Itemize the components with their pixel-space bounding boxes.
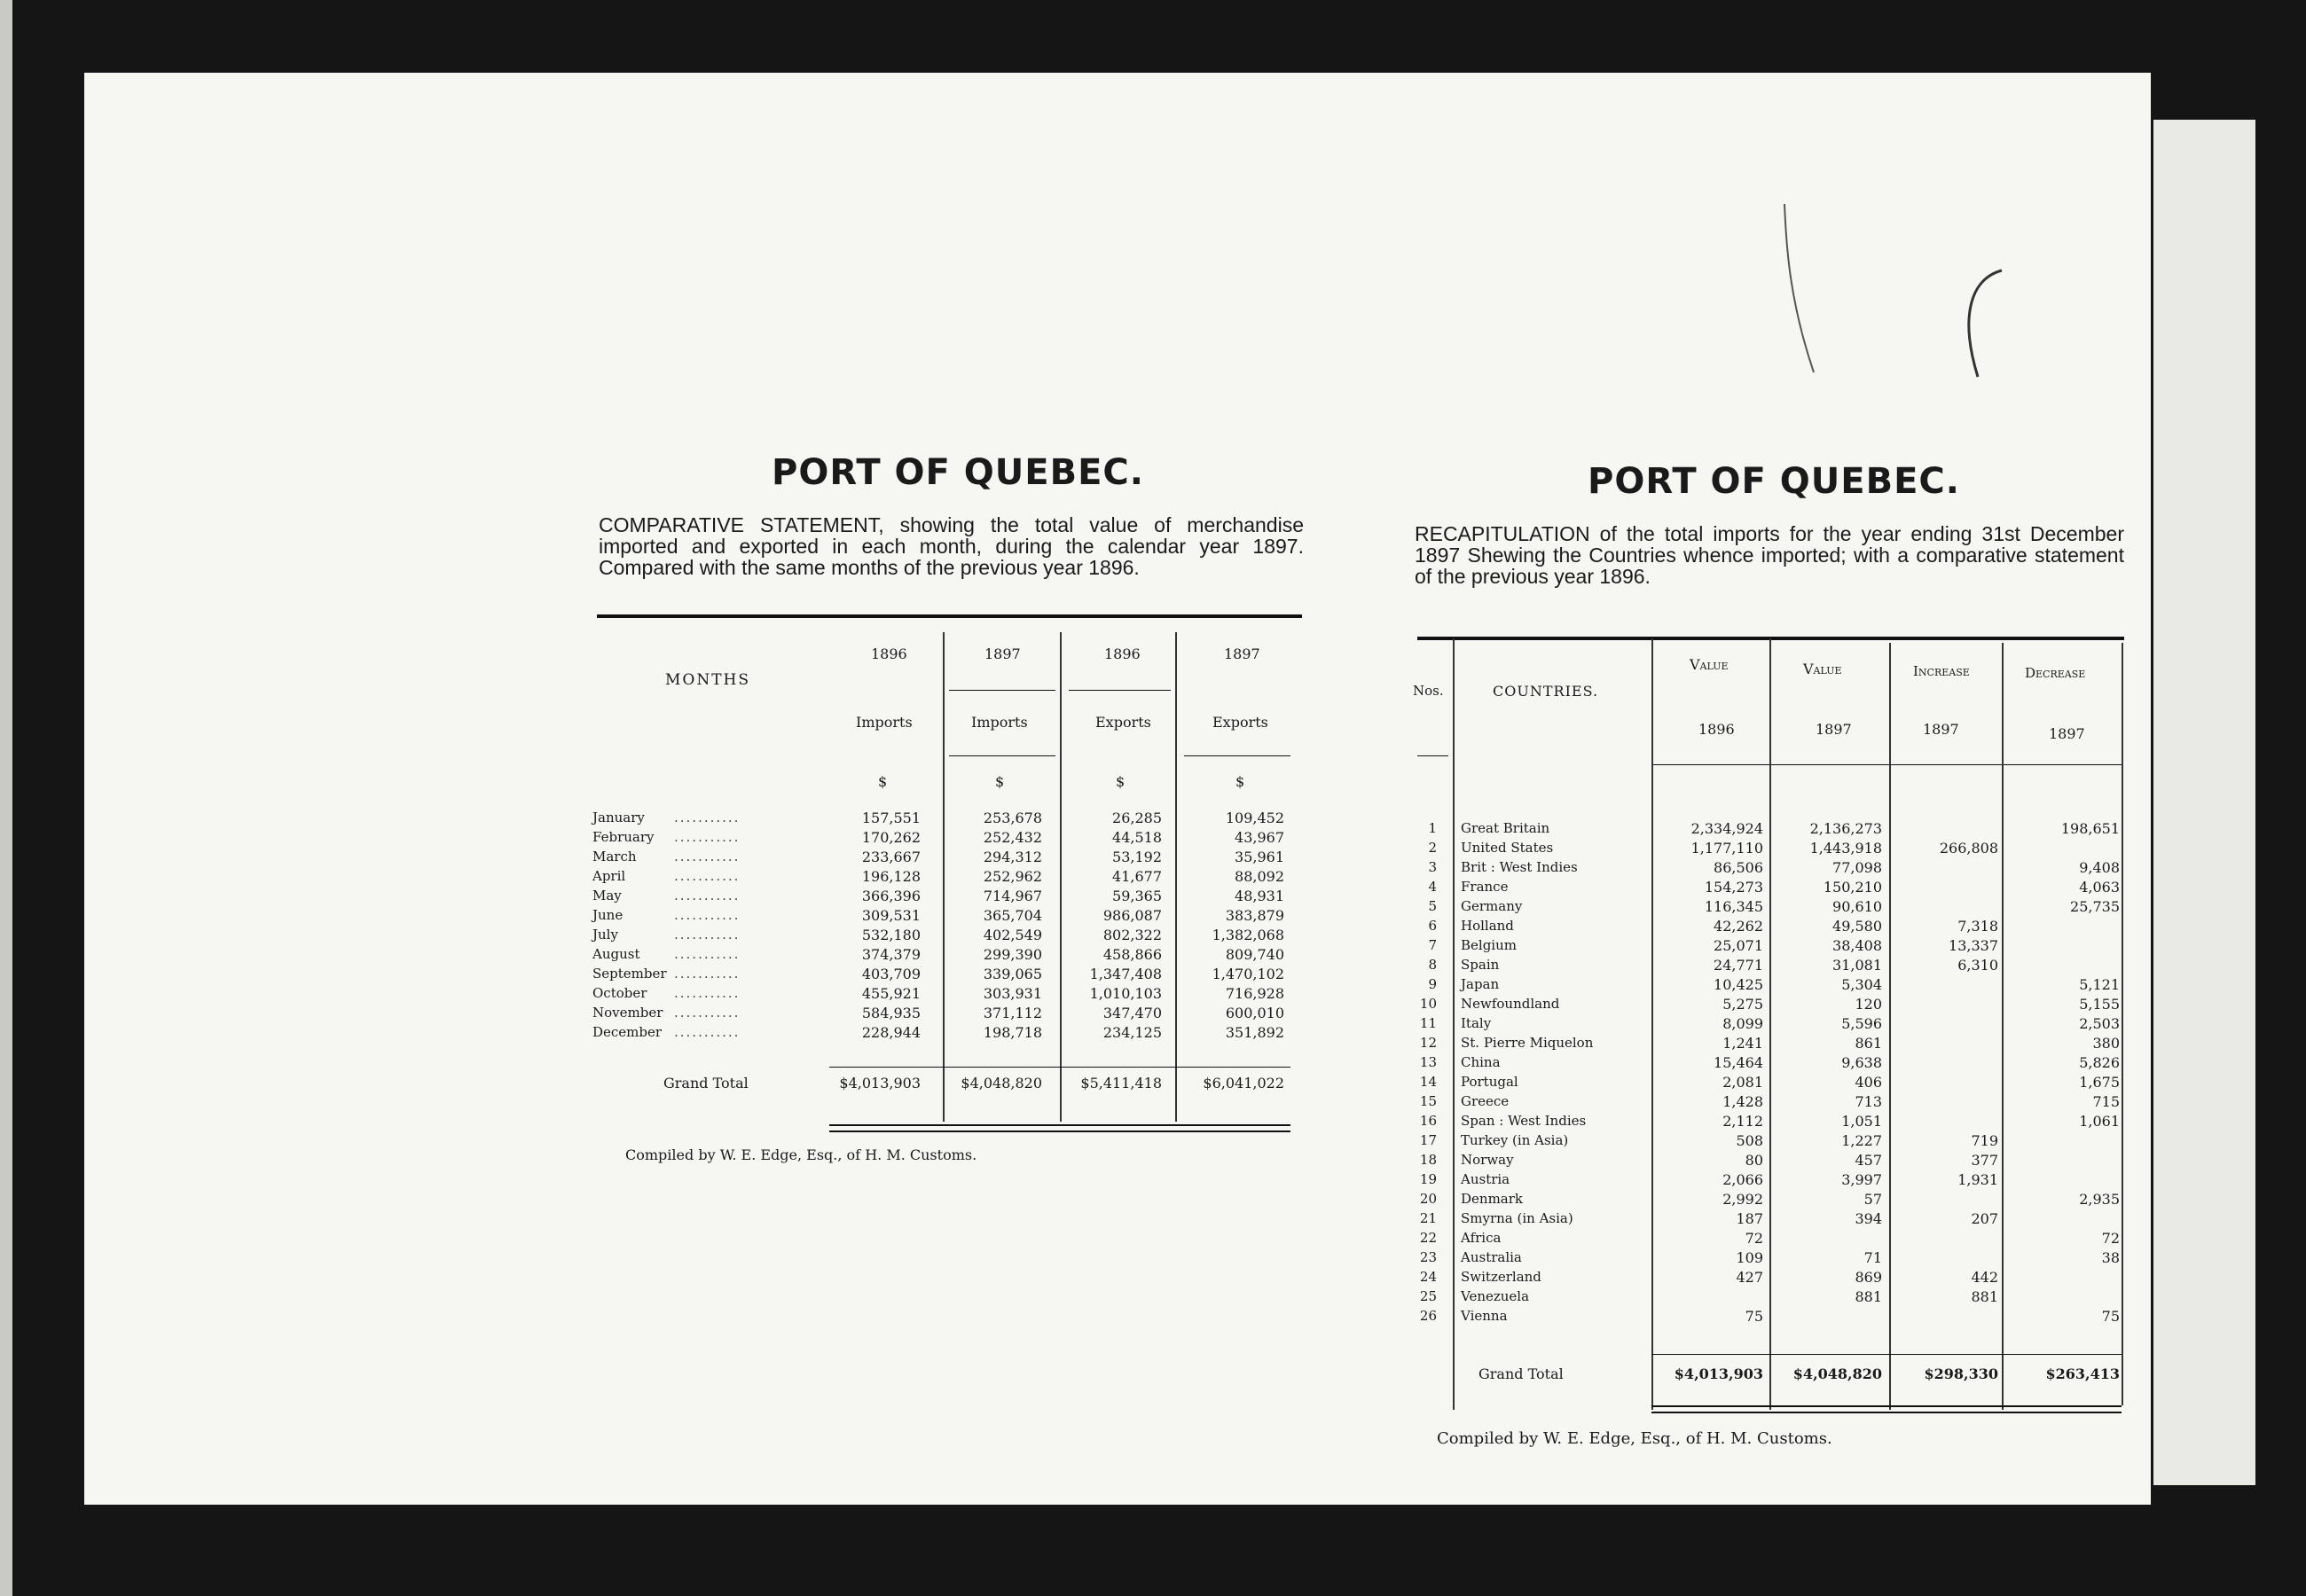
value-cell: 809,740 — [1225, 946, 1284, 963]
left-sub-rule-1 — [949, 690, 1055, 691]
value-cell: 584,935 — [861, 1005, 921, 1021]
month-label: May — [592, 888, 622, 904]
leader-dots: ........... — [674, 966, 741, 982]
right-description: RECAPITULATION of the total imports for the year ending 31st December 1897 Shewing the Countries whence imported; with a comparative statement of the previous year 1896. — [1415, 522, 2124, 588]
value-1896-cell: 72 — [1745, 1230, 1763, 1247]
value-1896-cell: 508 — [1736, 1132, 1763, 1149]
value-1897-cell: 2,136,273 — [1809, 820, 1882, 837]
year-1897-c: 1897 — [2049, 725, 2085, 742]
table-row — [1415, 859, 2124, 879]
row-number: 1 — [1428, 820, 1437, 836]
value-cell: 109,452 — [1225, 810, 1284, 826]
value-1896-cell: 1,428 — [1722, 1093, 1763, 1110]
decrease-cell: 2,503 — [2079, 1015, 2120, 1032]
value-cell: 43,967 — [1235, 829, 1284, 846]
value-1897-cell: 120 — [1855, 996, 1882, 1013]
grand-total-cell: $263,413 — [2045, 1365, 2120, 1382]
value-cell: 1,382,068 — [1212, 927, 1284, 943]
pencil-marks — [1774, 195, 2058, 390]
table-row — [1415, 1152, 2124, 1171]
row-number: 13 — [1419, 1054, 1437, 1070]
table-row — [592, 1024, 1293, 1044]
row-number: 10 — [1419, 996, 1437, 1012]
value-cell: 59,365 — [1112, 888, 1162, 904]
table-row — [592, 985, 1293, 1005]
currency-2: $ — [995, 773, 1005, 790]
value-1896-cell: 187 — [1736, 1210, 1763, 1227]
value-cell: 252,962 — [983, 868, 1042, 885]
value-cell: 1,010,103 — [1089, 985, 1162, 1002]
year-1897-a: 1897 — [1816, 721, 1852, 738]
value-cell: 53,192 — [1112, 849, 1162, 865]
value-1896-cell: 24,771 — [1714, 957, 1763, 974]
table-row — [1415, 1113, 2124, 1132]
right-bottom-rule-2 — [1651, 1412, 2122, 1413]
col-type-4: Exports — [1212, 714, 1268, 731]
value-cell: 198,718 — [983, 1024, 1042, 1041]
leader-dots: ........... — [674, 1024, 741, 1040]
table-row — [1415, 840, 2124, 859]
month-label: June — [592, 907, 624, 923]
value-cell: 365,704 — [983, 907, 1042, 924]
value-1896-cell: 10,425 — [1714, 976, 1763, 993]
table-row — [1415, 1210, 2124, 1230]
leader-dots: ........... — [674, 907, 741, 923]
country-name: Belgium — [1461, 937, 1517, 953]
table-row — [1415, 918, 2124, 937]
col-type-1: Imports — [856, 714, 913, 731]
grand-total-cell: $4,048,820 — [1792, 1365, 1882, 1382]
table-row — [592, 966, 1293, 985]
country-name: Greece — [1461, 1093, 1510, 1109]
value-1896-cell: 86,506 — [1714, 859, 1763, 876]
increase-cell: 377 — [1971, 1152, 1998, 1169]
table-row — [1415, 996, 2124, 1015]
month-label: August — [592, 946, 640, 962]
month-label: December — [592, 1024, 663, 1040]
row-number: 19 — [1419, 1171, 1437, 1187]
value-cell: 532,180 — [861, 927, 921, 943]
value-cell: 600,010 — [1225, 1005, 1284, 1021]
year-1896: 1896 — [1698, 721, 1735, 738]
table-row — [592, 907, 1293, 927]
value-1897-cell: 869 — [1855, 1269, 1882, 1286]
value-cell: 339,065 — [983, 966, 1042, 982]
table-row — [1415, 1249, 2124, 1269]
table-row — [1415, 1308, 2124, 1327]
value-cell: 294,312 — [983, 849, 1042, 865]
country-name: Turkey (in Asia) — [1461, 1132, 1569, 1148]
value-1896-cell: 1,177,110 — [1690, 840, 1763, 857]
table-row — [1415, 1288, 2124, 1308]
table-row — [1415, 1230, 2124, 1249]
decrease-cell: 25,735 — [2070, 898, 2120, 915]
grand-total-label: Grand Total — [663, 1075, 749, 1091]
leader-dots: ........... — [674, 868, 741, 884]
table-row — [592, 810, 1293, 829]
value-cell: 351,892 — [1225, 1024, 1284, 1041]
col-type-3: Exports — [1095, 714, 1151, 731]
grand-total-label: Grand Total — [1479, 1365, 1564, 1382]
currency-3: $ — [1116, 773, 1126, 790]
increase-cell: 13,337 — [1949, 937, 1998, 954]
value-cell: 716,928 — [1225, 985, 1284, 1002]
decrease-cell: 5,155 — [2079, 996, 2120, 1013]
table-row — [592, 868, 1293, 888]
table-row — [1415, 820, 2124, 840]
row-number: 21 — [1419, 1210, 1437, 1226]
grand-total-row — [592, 1075, 1293, 1098]
table-row — [592, 829, 1293, 849]
value-1897-cell: 394 — [1855, 1210, 1882, 1227]
value-1896-cell: 2,334,924 — [1690, 820, 1763, 837]
month-label: January — [592, 810, 645, 825]
value-cell: 303,931 — [983, 985, 1042, 1002]
decrease-cell: 1,061 — [2079, 1113, 2120, 1130]
head-increase: Increase — [1913, 663, 1970, 679]
value-1897-cell: 1,051 — [1841, 1113, 1882, 1130]
row-number: 22 — [1419, 1230, 1437, 1246]
leader-dots: ........... — [674, 1005, 741, 1021]
increase-cell: 881 — [1971, 1288, 1998, 1305]
row-number: 14 — [1419, 1074, 1437, 1090]
grand-total-row — [1415, 1365, 2124, 1389]
country-name: Switzerland — [1461, 1269, 1541, 1285]
value-cell: 714,967 — [983, 888, 1042, 904]
value-cell: 802,322 — [1102, 927, 1162, 943]
left-description: COMPARATIVE STATEMENT, showing the total value of merchandise imported and exported in each month, during the calendar year 1897. Compared with the same months of the previous year 1896. — [599, 513, 1304, 579]
month-label: April — [592, 868, 626, 884]
left-sub-rule-2 — [1069, 690, 1171, 691]
grand-total-cell: $4,013,903 — [1674, 1365, 1763, 1382]
grand-total-cell: $298,330 — [1924, 1365, 1998, 1382]
left-top-rule — [597, 614, 1302, 618]
grand-total-cell: $5,411,418 — [1080, 1075, 1162, 1091]
right-credit: Compiled by W. E. Edge, Esq., of H. M. Customs. — [1437, 1429, 1832, 1448]
value-cell: 88,092 — [1235, 868, 1284, 885]
value-cell: 299,390 — [983, 946, 1042, 963]
increase-cell: 6,310 — [1957, 957, 1998, 974]
decrease-cell: 380 — [2092, 1035, 2120, 1052]
value-cell: 1,470,102 — [1212, 966, 1284, 982]
value-cell: 233,667 — [861, 849, 921, 865]
value-cell: 455,921 — [861, 985, 921, 1002]
leader-dots: ........... — [674, 849, 741, 864]
value-1897-cell: 3,997 — [1841, 1171, 1882, 1188]
value-1896-cell: 2,112 — [1722, 1113, 1763, 1130]
value-1896-cell: 154,273 — [1704, 879, 1763, 896]
decrease-cell: 38 — [2101, 1249, 2120, 1266]
currency-4: $ — [1235, 773, 1245, 790]
decrease-cell: 9,408 — [2079, 859, 2120, 876]
right-top-rule — [1417, 637, 2124, 640]
country-name: Italy — [1461, 1015, 1492, 1031]
right-bottom-rule-1 — [1651, 1405, 2122, 1407]
country-name: St. Pierre Miquelon — [1461, 1035, 1594, 1051]
decrease-cell: 5,826 — [2079, 1054, 2120, 1071]
country-name: Brit : West Indies — [1461, 859, 1578, 875]
country-name: Holland — [1461, 918, 1514, 934]
row-number: 25 — [1419, 1288, 1437, 1304]
value-1897-cell: 57 — [1863, 1191, 1882, 1208]
country-name: China — [1461, 1054, 1501, 1070]
value-cell: 371,112 — [983, 1005, 1042, 1021]
row-number: 11 — [1419, 1015, 1437, 1031]
value-1897-cell: 90,610 — [1832, 898, 1882, 915]
value-cell: 403,709 — [861, 966, 921, 982]
right-head-rule-2 — [1651, 764, 2122, 765]
currency-1: $ — [878, 773, 888, 790]
value-1896-cell: 15,464 — [1714, 1054, 1763, 1071]
left-bottom-rule-1 — [829, 1124, 1290, 1126]
value-1897-cell: 881 — [1855, 1288, 1882, 1305]
value-1897-cell: 713 — [1855, 1093, 1882, 1110]
value-1896-cell: 2,081 — [1722, 1074, 1763, 1091]
country-name: Venezuela — [1461, 1288, 1530, 1304]
country-name: United States — [1461, 840, 1554, 856]
country-name: Norway — [1461, 1152, 1514, 1168]
country-name: Spain — [1461, 957, 1500, 973]
table-row — [1415, 1093, 2124, 1113]
col-year-1: 1896 — [871, 645, 907, 662]
table-row — [1415, 1035, 2124, 1054]
nos-header: Nos. — [1413, 683, 1444, 699]
value-1896-cell: 427 — [1736, 1269, 1763, 1286]
value-1897-cell: 31,081 — [1832, 957, 1882, 974]
month-label: July — [592, 927, 618, 943]
col-year-4: 1897 — [1224, 645, 1260, 662]
value-cell: 374,379 — [861, 946, 921, 963]
increase-cell: 266,808 — [1939, 840, 1998, 857]
value-cell: 253,678 — [983, 810, 1042, 826]
grand-total-cell: $4,013,903 — [839, 1075, 921, 1091]
value-cell: 366,396 — [861, 888, 921, 904]
country-name: Newfoundland — [1461, 996, 1560, 1012]
decrease-cell: 1,675 — [2079, 1074, 2120, 1091]
table-row — [592, 888, 1293, 907]
value-1897-cell: 1,443,918 — [1809, 840, 1882, 857]
country-name: Japan — [1461, 976, 1500, 992]
decrease-cell: 5,121 — [2079, 976, 2120, 993]
value-1896-cell: 42,262 — [1714, 918, 1763, 935]
table-row — [1415, 1191, 2124, 1210]
decrease-cell: 75 — [2101, 1308, 2120, 1325]
year-1897-b: 1897 — [1923, 721, 1959, 738]
left-credit: Compiled by W. E. Edge, Esq., of H. M. Customs. — [625, 1146, 977, 1163]
value-cell: 234,125 — [1102, 1024, 1162, 1041]
table-row — [1415, 976, 2124, 996]
left-sub-rule-3 — [949, 755, 1055, 756]
country-name: Denmark — [1461, 1191, 1523, 1207]
decrease-cell: 715 — [2092, 1093, 2120, 1110]
left-total-rule — [829, 1067, 1290, 1068]
country-name: France — [1461, 879, 1509, 895]
decrease-cell: 72 — [2101, 1230, 2120, 1247]
increase-cell: 442 — [1971, 1269, 1998, 1286]
value-cell: 1,347,408 — [1089, 966, 1162, 982]
month-label: March — [592, 849, 637, 864]
grand-total-cell: $4,048,820 — [961, 1075, 1042, 1091]
table-row — [1415, 1171, 2124, 1191]
month-label: February — [592, 829, 655, 845]
value-1896-cell: 2,992 — [1722, 1191, 1763, 1208]
country-name: Africa — [1461, 1230, 1502, 1246]
month-label: September — [592, 966, 667, 982]
value-cell: 228,944 — [861, 1024, 921, 1041]
value-1896-cell: 25,071 — [1714, 937, 1763, 954]
increase-cell: 1,931 — [1957, 1171, 1998, 1188]
value-1896-cell: 2,066 — [1722, 1171, 1763, 1188]
table-row — [1415, 957, 2124, 976]
left-sub-rule-4 — [1184, 755, 1290, 756]
row-number: 8 — [1428, 957, 1437, 973]
value-1897-cell: 49,580 — [1832, 918, 1882, 935]
table-row — [592, 849, 1293, 868]
table-row — [592, 946, 1293, 966]
value-cell: 35,961 — [1235, 849, 1284, 865]
row-number: 2 — [1428, 840, 1437, 856]
country-name: Great Britain — [1461, 820, 1550, 836]
table-row — [592, 1005, 1293, 1024]
table-row — [1415, 898, 2124, 918]
col-year-3: 1896 — [1104, 645, 1141, 662]
country-name: Australia — [1461, 1249, 1522, 1265]
value-cell: 402,549 — [983, 927, 1042, 943]
table-row — [592, 927, 1293, 946]
row-number: 16 — [1419, 1113, 1437, 1129]
value-1896-cell: 116,345 — [1704, 898, 1763, 915]
month-label: October — [592, 985, 647, 1001]
increase-cell: 207 — [1971, 1210, 1998, 1227]
value-1896-cell: 1,241 — [1722, 1035, 1763, 1052]
row-number: 26 — [1419, 1308, 1437, 1324]
value-1897-cell: 71 — [1863, 1249, 1882, 1266]
value-cell: 157,551 — [861, 810, 921, 826]
value-1897-cell: 150,210 — [1823, 879, 1882, 896]
col-year-2: 1897 — [984, 645, 1021, 662]
value-1896-cell: 75 — [1745, 1308, 1763, 1325]
leader-dots: ........... — [674, 946, 741, 962]
row-number: 9 — [1428, 976, 1437, 992]
right-head-rule-1 — [1417, 755, 1448, 756]
country-name: Portugal — [1461, 1074, 1518, 1090]
month-label: November — [592, 1005, 663, 1021]
decrease-cell: 198,651 — [2060, 820, 2120, 837]
value-cell: 26,285 — [1112, 810, 1162, 826]
head-value-1896: Value — [1690, 656, 1729, 673]
value-1897-cell: 457 — [1855, 1152, 1882, 1169]
leader-dots: ........... — [674, 810, 741, 825]
value-cell: 44,518 — [1112, 829, 1162, 846]
row-number: 24 — [1419, 1269, 1437, 1285]
page-edge — [2153, 120, 2255, 1485]
col-type-2: Imports — [971, 714, 1028, 731]
right-title: PORT OF QUEBEC. — [1588, 461, 1960, 502]
value-cell: 309,531 — [861, 907, 921, 924]
value-1897-cell: 38,408 — [1832, 937, 1882, 954]
value-1896-cell: 109 — [1736, 1249, 1763, 1266]
leader-dots: ........... — [674, 927, 741, 943]
decrease-cell: 2,935 — [2079, 1191, 2120, 1208]
leader-dots: ........... — [674, 888, 741, 904]
value-1897-cell: 9,638 — [1841, 1054, 1882, 1071]
value-1897-cell: 406 — [1855, 1074, 1882, 1091]
leader-dots: ........... — [674, 829, 741, 845]
value-cell: 986,087 — [1102, 907, 1162, 924]
value-1897-cell: 77,098 — [1832, 859, 1882, 876]
row-number: 18 — [1419, 1152, 1437, 1168]
table-row — [1415, 1269, 2124, 1288]
months-header: MONTHS — [665, 671, 751, 689]
row-number: 17 — [1419, 1132, 1437, 1148]
increase-cell: 719 — [1971, 1132, 1998, 1149]
row-number: 3 — [1428, 859, 1437, 875]
value-cell: 196,128 — [861, 868, 921, 885]
table-row — [1415, 1054, 2124, 1074]
value-1896-cell: 5,275 — [1722, 996, 1763, 1013]
right-total-rule — [1651, 1354, 2122, 1355]
row-number: 5 — [1428, 898, 1437, 914]
row-number: 12 — [1419, 1035, 1437, 1051]
value-cell: 383,879 — [1225, 907, 1284, 924]
value-cell: 41,677 — [1112, 868, 1162, 885]
value-1897-cell: 861 — [1855, 1035, 1882, 1052]
value-cell: 458,866 — [1102, 946, 1162, 963]
value-cell: 347,470 — [1102, 1005, 1162, 1021]
row-number: 7 — [1428, 937, 1437, 953]
table-row — [1415, 937, 2124, 957]
grand-total-cell: $6,041,022 — [1203, 1075, 1284, 1091]
country-name: Smyrna (in Asia) — [1461, 1210, 1573, 1226]
country-name: Vienna — [1461, 1308, 1508, 1324]
table-row — [1415, 1015, 2124, 1035]
value-1897-cell: 5,596 — [1841, 1015, 1882, 1032]
value-1896-cell: 8,099 — [1722, 1015, 1763, 1032]
table-row — [1415, 879, 2124, 898]
head-value-1897: Value — [1803, 661, 1842, 677]
left-bottom-rule-2 — [829, 1130, 1290, 1132]
value-cell: 48,931 — [1235, 888, 1284, 904]
decrease-cell: 4,063 — [2079, 879, 2120, 896]
value-cell: 252,432 — [983, 829, 1042, 846]
country-name: Germany — [1461, 898, 1523, 914]
increase-cell: 7,318 — [1957, 918, 1998, 935]
row-number: 4 — [1428, 879, 1437, 895]
value-1896-cell: 80 — [1745, 1152, 1763, 1169]
leader-dots: ........... — [674, 985, 741, 1001]
value-1897-cell: 1,227 — [1841, 1132, 1882, 1149]
country-name: Span : West Indies — [1461, 1113, 1587, 1129]
countries-header: COUNTRIES. — [1493, 683, 1599, 700]
value-cell: 170,262 — [861, 829, 921, 846]
scan-margin — [0, 0, 12, 1596]
head-decrease: Decrease — [2025, 665, 2086, 681]
table-row — [1415, 1132, 2124, 1152]
row-number: 23 — [1419, 1249, 1437, 1265]
country-name: Austria — [1461, 1171, 1510, 1187]
value-1897-cell: 5,304 — [1841, 976, 1882, 993]
table-row — [1415, 1074, 2124, 1093]
left-title: PORT OF QUEBEC. — [772, 452, 1144, 493]
row-number: 20 — [1419, 1191, 1437, 1207]
row-number: 15 — [1419, 1093, 1437, 1109]
row-number: 6 — [1428, 918, 1437, 934]
